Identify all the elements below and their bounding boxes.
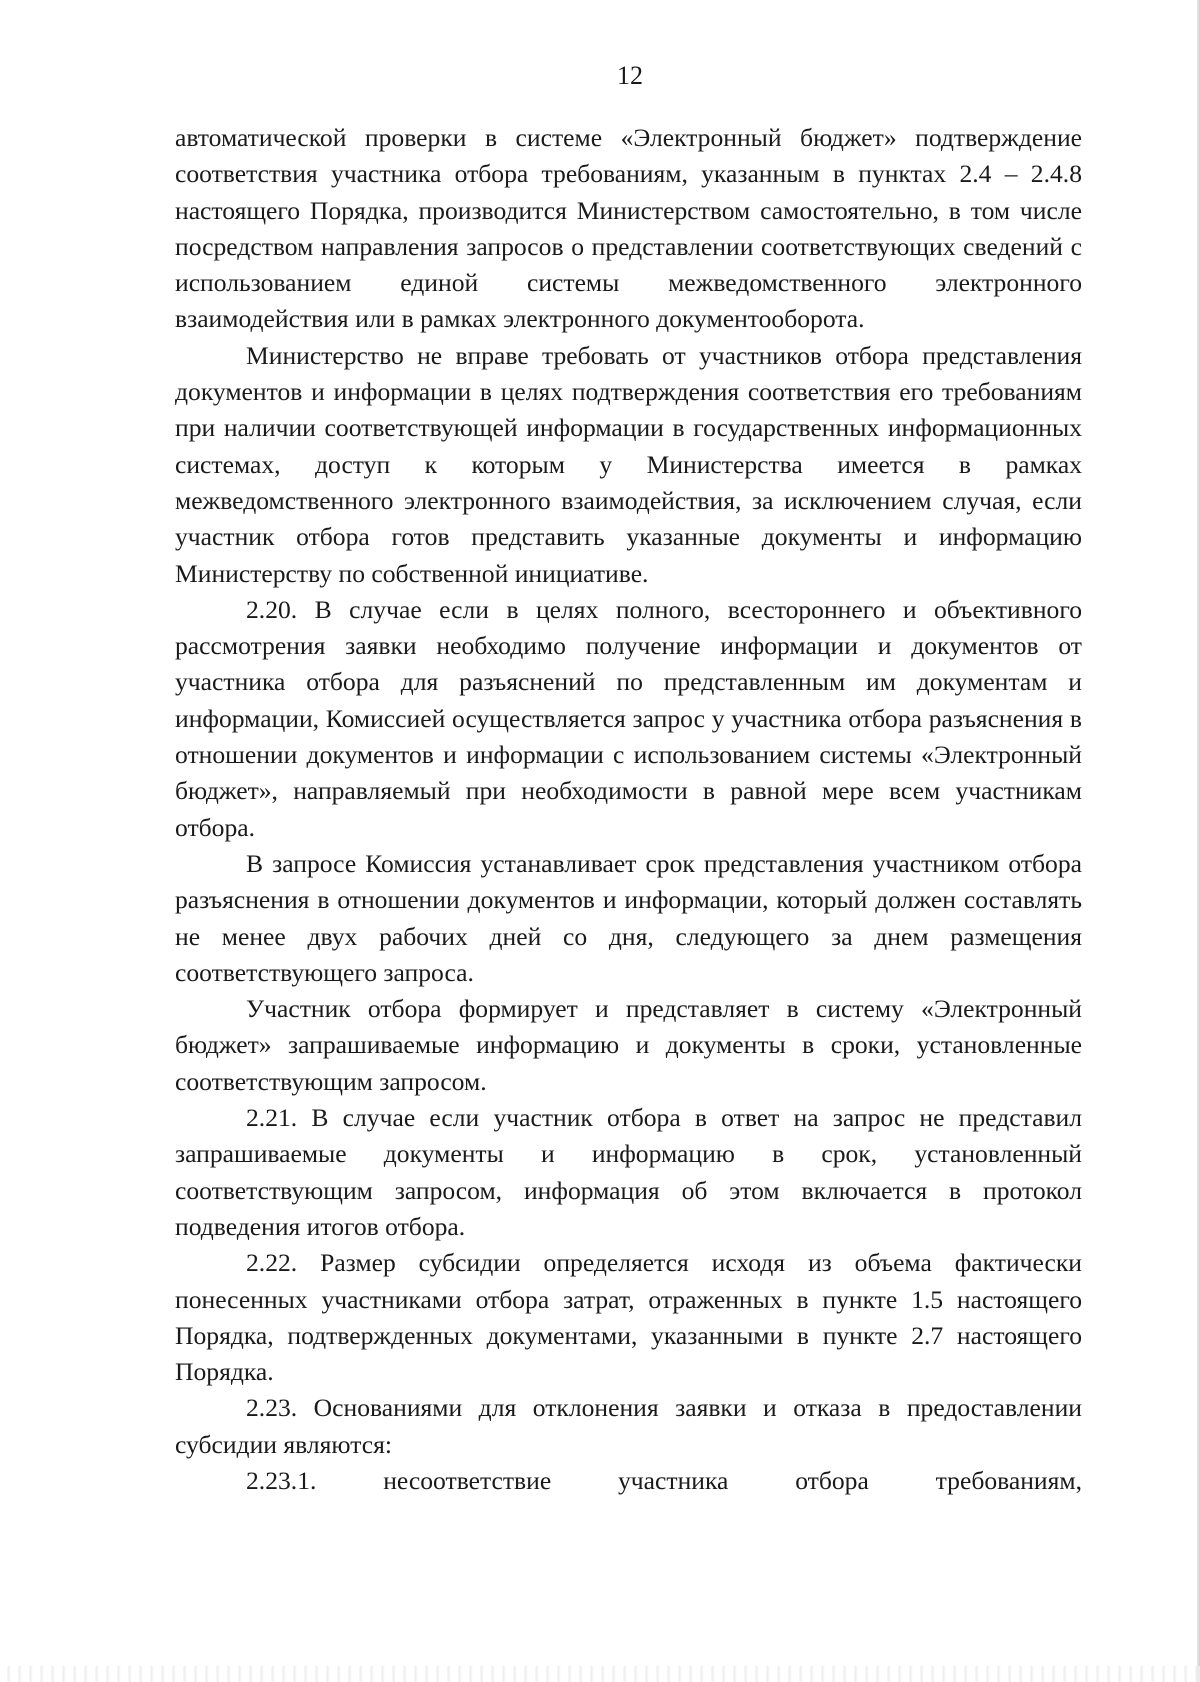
scan-edge-bottom xyxy=(0,1666,1200,1682)
paragraph-2-20: 2.20. В случае если в целях полного, всестороннего и объективного рассмотрения заявки необходимо получение информации и документов от участника отбора для разъяснений по представленным им документам и информации, Комиссией осуществляется запрос у участника отбора разъяснения в отношении документов и информации с использованием системы «Электронный бюджет», направляемый при необходимости в равной мере всем участникам отбора. xyxy=(175,594,1082,842)
paragraph-ministry-rights: Министерство не вправе требовать от участников отбора представления документов и информации в целях подтверждения соответствия его требованиям при наличии соответствующей информации в государственных информационных системах, доступ к которым у Министерства имеется в рамках межведомственного электронного взаимодействия, за исключением случая, если участник отбора готов представить указанные документы и информацию Министерству по собственной инициативе. xyxy=(175,340,1082,588)
paragraph-request-deadline: В запросе Комиссия устанавливает срок представления участником отбора разъяснения в отношении документов и информации, который должен составлять не менее двух рабочих дней со дня, следующего за днем размещения соответствующего запроса. xyxy=(175,848,1082,987)
document-body xyxy=(175,120,1082,1499)
page-number: 12 xyxy=(617,61,643,90)
paragraph-participant-submission: Участник отбора формирует и представляет в систему «Электронный бюджет» запрашиваемые информацию и документы в сроки, установленные соответствующим запросом. xyxy=(175,994,1082,1096)
paragraph-2-23: 2.23. Основаниями для отклонения заявки и отказа в предоставлении субсидии являются: xyxy=(175,1393,1082,1459)
paragraph-2-21: 2.21. В случае если участник отбора в ответ на запрос не представил запрашиваемые документы и информацию в срок, установленный соответствующим запросом, информация об этом включается в протокол подведения итогов отбора. xyxy=(175,1103,1082,1241)
paragraph-2-23-1: 2.23.1. несоответствие участника отбора требованиям, xyxy=(246,1465,1082,1495)
paragraph-verification: автоматической проверки в системе «Электронный бюджет» подтверждение соответствия участника отбора требованиям, указанным в пунктах 2.4 – 2.4.8 настоящего Порядка, производится Министерством самостоятельно, в том числе посредством направления запросов о представлении соответствующих сведений с использованием единой системы межведомственного электронного взаимодействия или в рамках электронного документооборота. xyxy=(175,123,1082,334)
paragraph-2-22: 2.22. Размер субсидии определяется исходя из объема фактически понесенных участниками отбора затрат, отраженных в пункте 1.5 настоящего Порядка, подтвержденных документами, указанными в пункте 2.7 настоящего Порядка. xyxy=(175,1248,1082,1387)
